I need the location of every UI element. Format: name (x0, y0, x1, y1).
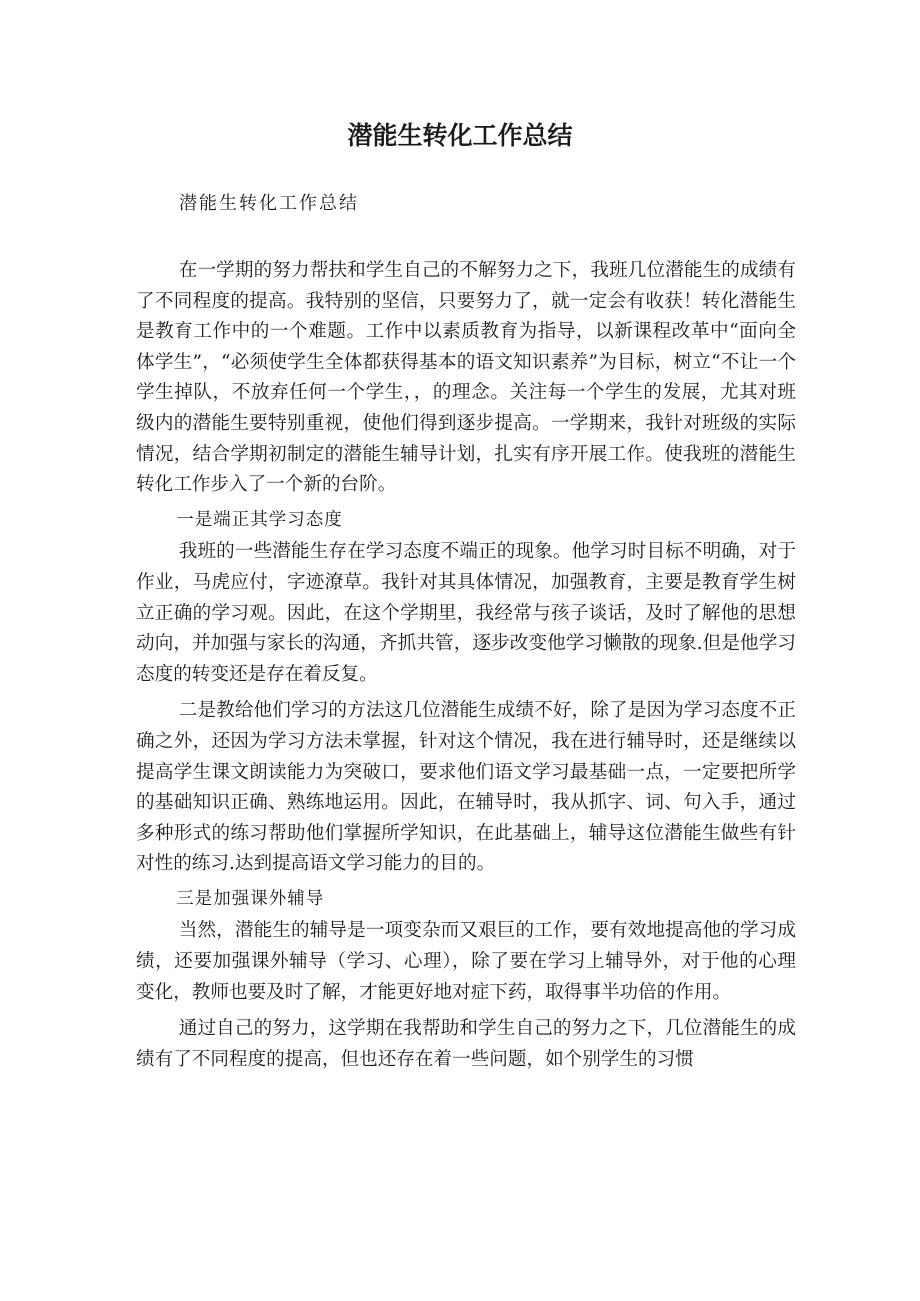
document-body (136, 256, 796, 1075)
body-paragraph: 我班的一些潜能生存在学习态度不端正的现象。他学习时目标不明确，对于作业，马虎应付，字迹潦草。我针对其具体情况，加强教育，主要是教育学生树立正确的学习观。因此，在这个学期里，我经常与孩子谈话，及时了解他的思想动向，并加强与家长的沟通，齐抓共管，逐步改变他学习懒散的现象.但是他学习态度的转变还是存在着反复。 (136, 541, 796, 685)
body-paragraph: 通过自己的努力，这学期在我帮助和学生自己的努力之下，几位潜能生的成绩有了不同程度的提高，但也还存在着一些问题，如个别学生的习惯 (136, 1018, 796, 1070)
document-subtitle: 潜能生转化工作总结 (179, 193, 359, 214)
section-heading: 三是加强课外辅导 (176, 888, 325, 909)
document-title: 潜能生转化工作总结 (347, 121, 573, 150)
body-paragraph: 当然，潜能生的辅导是一项变杂而又艰巨的工作，要有效地提高他的学习成绩，还要加强课外辅导（学习、心理），除了要在学习上辅导外，对于他的心理变化，教师也要及时了解，才能更好地对症下药，取得事半功倍的作用。 (136, 920, 796, 1003)
body-paragraph: 在一学期的努力帮扶和学生自己的不解努力之下，我班几位潜能生的成绩有了不同程度的提高。我特别的坚信，只要努力了，就一定会有收获！转化潜能生是教育工作中的一个难题。工作中以素质教育为指导，以新课程改革中“面向全体学生”，“必须使学生全体都获得基本的语文知识素养”为目标，树立“不让一个学生掉队，不放弃任何一个学生，，的理念。关注每一个学生的发展，尤其对班级内的潜能生要特别重视，使他们得到逐步提高。一学期来，我针对班级的实际情况，结合学期初制定的潜能生辅导计划，扎实有序开展工作。使我班的潜能生转化工作步入了一个新的台阶。 (136, 260, 796, 496)
section-heading: 一是端正其学习态度 (176, 509, 343, 530)
body-paragraph: 二是教给他们学习的方法这几位潜能生成绩不好，除了是因为学习态度不正确之外，还因为学习方法未掌握，针对这个情况，我在进行辅导时，还是继续以提高学生课文朗读能力为突破口，要求他们语文学习最基础一点，一定要把所学的基础知识正确、熟练地运用。因此，在辅导时，我从抓字、词、句入手，通过多种形式的练习帮助他们掌握所学知识，在此基础上，辅导这位潜能生做些有针对性的练习.达到提高语文学习能力的目的。 (136, 700, 796, 875)
